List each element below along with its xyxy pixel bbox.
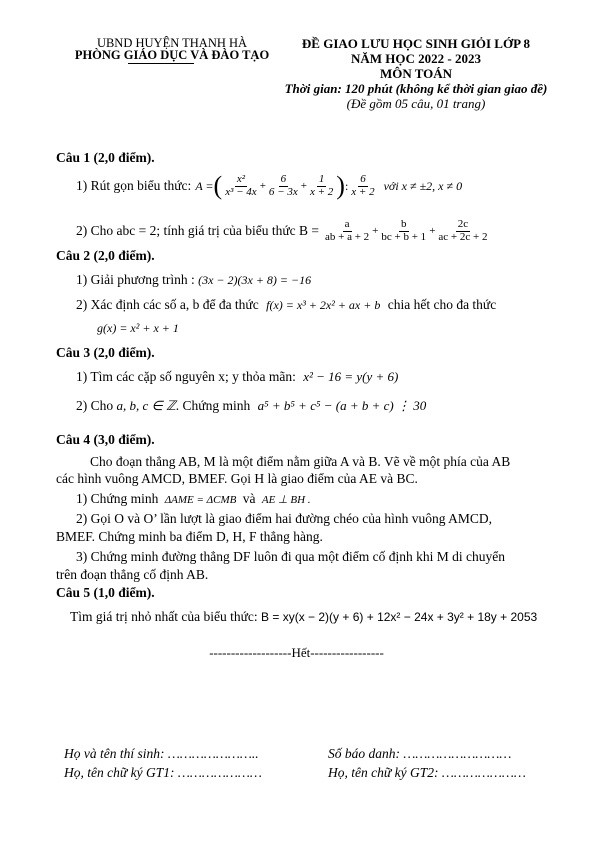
q5-expression: B = xy(x − 2)(y + 6) + 12x² − 24x + 3y² + 18y + 2053 [261, 610, 538, 624]
header-right-line3: MÔN TOÁN [379, 66, 453, 81]
q1-frac4: $\frac{6}{x + 2}$ [351, 172, 375, 198]
q2-title: Câu 2 (2,0 điểm). [56, 248, 155, 263]
q4-line3-label: 1) Chứng minh [76, 491, 159, 506]
exam-time: Thời gian: 120 phút (không kể thời gian giao đề) [284, 81, 548, 96]
footer-candidate-number: Số báo danh: ……………………… [328, 746, 512, 761]
header-right-line2: NĂM HỌC 2022 - 2023 [351, 51, 481, 66]
q2-equation: (3x − 2)(3x + 8) = −16 [198, 273, 312, 287]
q1-frac1: $\frac{\text{x²}}{\text{x³ − 4x}}$ [225, 172, 257, 198]
q2-part2-label: 2) Xác định các số a, b để đa thức [76, 297, 259, 312]
q1-b-frac2: $\frac{b}{bc + b + 1}$ [381, 217, 427, 243]
q1-close-paren: ) [336, 171, 345, 200]
q3-title: Câu 3 (2,0 điểm). [56, 345, 155, 360]
q5-label: Tìm giá trị nhỏ nhất của biểu thức: [70, 609, 258, 624]
q4-and: và [242, 491, 256, 506]
q5-title: Câu 5 (1,0 điểm). [56, 585, 155, 600]
header-right-line1: ĐỀ GIAO LƯU HỌC SINH GIỎI LỚP 8 [301, 36, 531, 51]
q3-part2-text2: . Chứng minh [175, 398, 251, 413]
header-left-line1: UBND HUYỆN THANH HÀ [96, 36, 248, 50]
q1-frac2: $\frac{6}{6 - 3x}$ [268, 172, 298, 198]
q3-part2 [76, 398, 426, 414]
q5-body [70, 609, 537, 625]
q2-part1 [76, 272, 311, 288]
header-left-underline [128, 63, 194, 64]
q4-line5: BMEF. Chứng minh ba điểm D, H, F thẳng hàng. [56, 529, 323, 544]
q1-part2: 2) Cho abc = 2; tính giá trị của biểu thức B = $\frac{a}{ab + a + 2}$ + $\frac{b}{bc + b + 1}$ + $\frac{2c}{ac + 2c + 2}$ [76, 217, 488, 243]
header-left-line2: PHÒNG GIÁO DỤC VÀ ĐÀO TẠO [74, 48, 270, 62]
q4-line3 [76, 491, 311, 507]
q1-b-frac3: $\frac{2c}{ac + 2c + 2}$ [438, 217, 488, 243]
q2-part2 [76, 297, 496, 313]
q4-perpendicular: AE ⊥ BH . [261, 494, 311, 506]
q1-condition: với x ≠ ±2, x ≠ 0 [383, 178, 463, 193]
q4-line6: 3) Chứng minh đường thẳng DF luôn đi qua một điểm cố định khi M di chuyển [76, 549, 505, 564]
q2-part2-text2: chia hết cho đa thức [387, 297, 497, 312]
q1-part2-label: 2) Cho abc = 2; tính giá trị của biểu thức B = [76, 223, 319, 238]
q3-divisibility: a⁵ + b⁵ + c⁵ − (a + b + c) ⋮ 30 [257, 398, 427, 413]
q4-line2: các hình vuông AMCD, BMEF. Gọi H là giao điểm của AE và BC. [56, 471, 418, 486]
q1-A-label: A = [195, 178, 214, 193]
q4-line7: trên đoạn thẳng cố định AB. [56, 567, 209, 582]
q1-frac3: $\frac{1}{x + 2}$ [309, 172, 334, 198]
q4-congruence: ΔAME = ΔCMB [164, 494, 237, 506]
q4-line1: Cho đoạn thẳng AB, M là một điểm nằm giữa A và B. Vẽ về một phía của AB [90, 454, 511, 469]
q3-equation: x² − 16 = y(y + 6) [303, 369, 399, 384]
footer-gt1: Họ, tên chữ ký GT1: ………………… [64, 765, 262, 780]
q2-fx: f(x) = x³ + 2x² + ax + b [266, 298, 381, 312]
q4-title: Câu 4 (3,0 điểm). [56, 432, 155, 447]
q1-b-frac1: $\frac{a}{ab + a + 2}$ [325, 217, 370, 243]
q1-open-paren: ( [213, 171, 223, 200]
q3-part2-label: 2) Cho [76, 398, 114, 413]
q1-part1: 1) Rút gọn biểu thức: A = ( $\frac{\text{x²}}{\text{x³ − 4x}}$ + $\frac{6}{6 - 3x}$ + $\frac{1}{x + 2}$ ) : $\frac{6}{x + 2}$ với x ≠ ±2, x ≠ 0 [76, 171, 463, 200]
q2-gx: g(x) = x² + x + 1 [97, 321, 179, 335]
q4-line4: 2) Gọi O và O’ lần lượt là giao điểm hai đường chéo của hình vuông AMCD, [76, 511, 492, 526]
end-mark: -------------------Hết----------------- [209, 645, 384, 660]
q3-part1-label: 1) Tìm các cặp số nguyên x; y thỏa mãn: [76, 369, 296, 384]
footer-gt2: Họ, tên chữ ký GT2: ………………… [328, 765, 526, 780]
q1-title: Câu 1 (2,0 điểm). [56, 150, 155, 165]
footer-student-name: Họ và tên thí sinh: ………………….. [64, 746, 259, 761]
q3-set: a, b, c ∈ ℤ [116, 398, 176, 413]
q2-part1-label: 1) Giải phương trình : [76, 272, 195, 287]
page-count: (Đề gồm 05 câu, 01 trang) [346, 96, 486, 111]
q3-part1 [76, 369, 398, 385]
q1-part1-label: 1) Rút gọn biểu thức: [76, 178, 192, 193]
